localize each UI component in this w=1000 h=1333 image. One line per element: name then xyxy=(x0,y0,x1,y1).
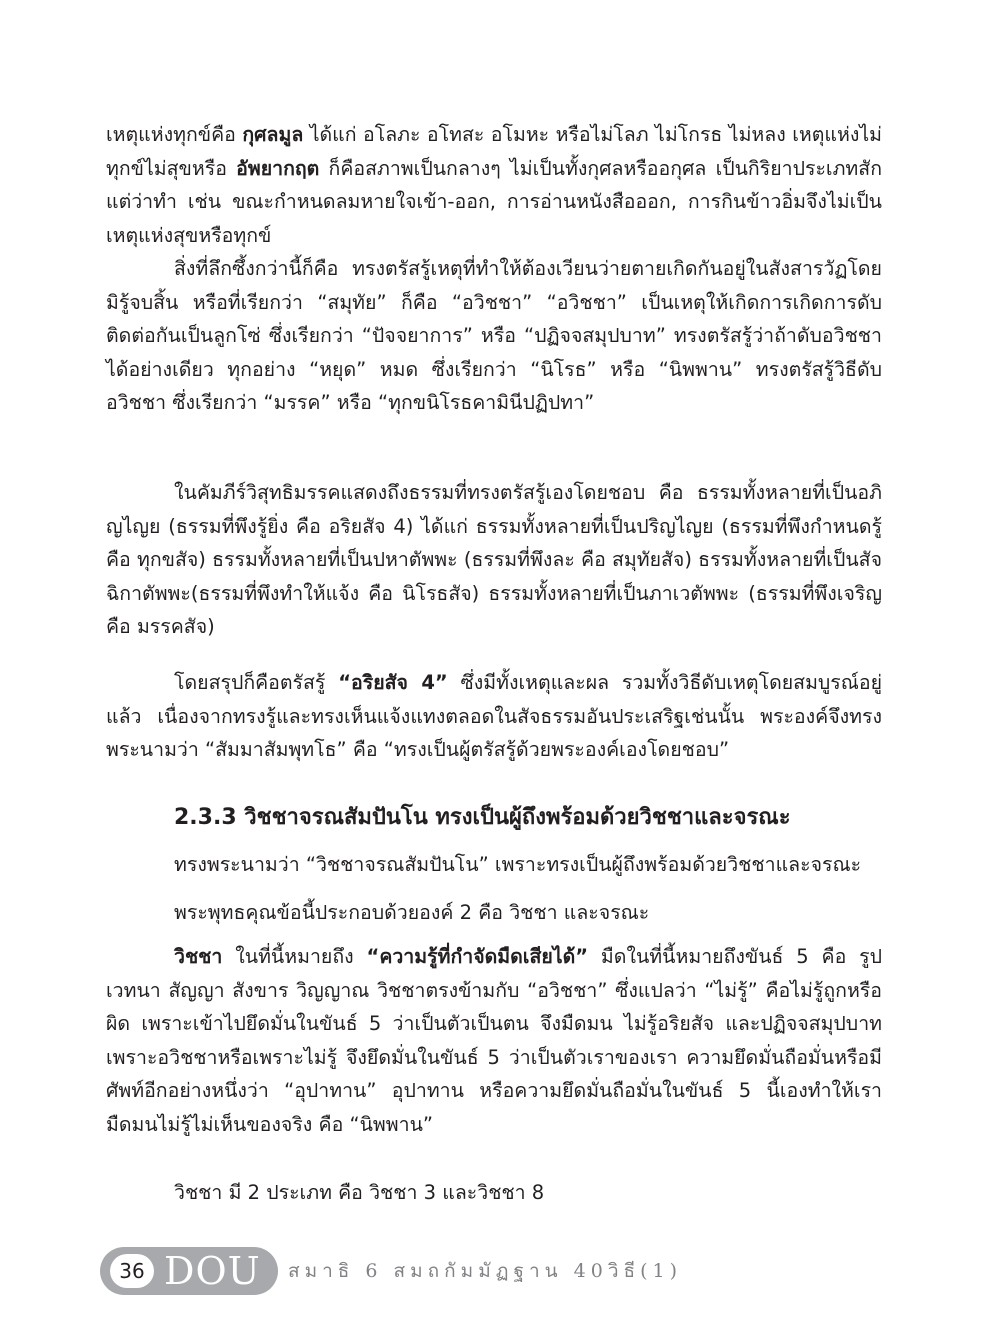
paragraph-samudaya: สิ่งที่ลึกซึ้งกว่านี้ก็คือ ทรงตรัสรู้เหตุที่ทำให้ต้องเวียนว่ายตายเกิดกันอยู่ในสังสารวัฏโดยมิรู้จบสิ้น หรือที่เรียกว่า “สมุทัย” ก็คือ “อวิชชา” “อวิชชา” เป็นเหตุให้เกิดการเกิดการดับติดต่อกันเป็นลูกโซ่ ซึ่งเรียกว่า “ปัจจยาการ” หรือ “ปฏิจจสมุปบาท” ทรงตรัสรู้ว่าถ้าดับอวิชชาได้อย่างเดียว ทุกอย่าง “หยุด” หมด ซึ่งเรียกว่า “นิโรธ” หรือ “นิพพาน” ทรงตรัสรู้วิธีดับอวิชชา ซึ่งเรียกว่า “มรรค” หรือ “ทุกขนิโรธคามินีปฏิปทา” xyxy=(106,257,882,414)
paragraph-vijja-definition xyxy=(106,940,882,1141)
paragraph-vijja-types: วิชชา มี 2 ประเภท คือ วิชชา 3 และวิชชา 8 xyxy=(174,1181,545,1204)
text-run: ก็คือสภาพเป็นกลางๆ ไม่เป็นทั้งกุศลหรืออกุศล เป็นกิริยาประเภทสักแต่ว่าทำ เช่น ขณะกำหนดลมหายใจเข้า-ออก, การอ่านหนังสือออก, การกินข้าวอิ่มจึงไม่เป็นเหตุแห่งสุขหรือทุกข์ xyxy=(106,156,882,247)
paragraph-ariyasacca xyxy=(106,666,882,767)
page-footer xyxy=(100,1247,900,1295)
bold-term-ariyasacca: “อริยสัจ 4” xyxy=(338,671,448,694)
bold-term-kusalamula: กุศลมูล xyxy=(242,123,304,146)
text-run: ในที่นี้หมายถึง xyxy=(222,945,367,968)
section-heading: 2.3.3 วิชชาจรณสัมปันโน ทรงเป็นผู้ถึงพร้อมด้วยวิชชาและจรณะ xyxy=(174,805,791,830)
paragraph-title-meaning: ทรงพระนามว่า “วิชชาจรณสัมปันโน” เพราะทรงเป็นผู้ถึงพร้อมด้วยวิชชาและจรณะ xyxy=(174,853,862,876)
text-run: มืดในที่นี้หมายถึงขันธ์ 5 คือ รูป เวทนา สัญญา สังขาร วิญญาณ วิชชาตรงข้ามกับ “อวิชชา” ซึ่งแปลว่า “ไม่รู้” คือไม่รู้ถูกหรือผิด เพราะเข้าไปยึดมั่นในขันธ์ 5 ว่าเป็นตัวเป็นตน จึงมืดมน ไม่รู้อริยสัจ และปฏิจจสมุปบาท เพราะอวิชชาหรือเพราะไม่รู้ จึงยึดมั่นในขันธ์ 5 ว่าเป็นตัวเราของเรา ความยึดมั่นถือมั่นหรือมีศัพท์อีกอย่างหนึ่งว่า “อุปาทาน” อุปาทาน หรือความยึดมั่นถือมั่นในขันธ์ 5 นี้เองทำให้เรามืดมนไม่รู้ไม่เห็นของจริง คือ “นิพพาน” xyxy=(106,945,882,1136)
text-run: ซึ่งมีทั้งเหตุและผล รวมทั้งวิธีดับเหตุโดยสมบูรณ์อยู่แล้ว เนื่องจากทรงรู้และทรงเห็นแจ้งแทงตลอดในสัจธรรมอันประเสริฐเช่นนั้น พระองค์จึงทรงพระนามว่า “สัมมาสัมพุทโธ” คือ “ทรงเป็นผู้ตรัสรู้ด้วยพระองค์เองโดยชอบ” xyxy=(106,671,882,761)
brand-logo: DOU xyxy=(164,1249,261,1293)
text-run: เหตุแห่งทุกข์คือ xyxy=(106,123,243,146)
bold-term-vijja: วิชชา xyxy=(174,945,223,968)
text-run: ได้แก่ อโลภะ อโทสะ อโมหะ หรือไม่โลภ ไม่โกรธ ไม่หลง เหตุแห่งไม่ทุกข์ไม่สุขหรือ xyxy=(106,123,882,180)
paragraph-components: พระพุทธคุณข้อนี้ประกอบด้วยองค์ 2 คือ วิชชา และจรณะ xyxy=(174,901,650,924)
paragraph-kusalamula xyxy=(106,118,882,252)
paragraph-visuddhimagga: ในคัมภีร์วิสุทธิมรรคแสดงถึงธรรมที่ทรงตรัสรู้เองโดยชอบ คือ ธรรมทั้งหลายที่เป็นอภิญไญย (ธรรมที่พึงรู้ยิ่ง คือ อริยสัจ 4) ได้แก่ ธรรมทั้งหลายที่เป็นปริญไญย (ธรรมที่พึงกำหนดรู้ คือ ทุกขสัจ) ธรรมทั้งหลายที่เป็นปหาตัพพะ (ธรรมที่พึงละ คือ สมุทัยสัจ) ธรรมทั้งหลายที่เป็นสัจฉิกาตัพพะ(ธรรมที่พึงทำให้แจ้ง คือ นิโรธสัจ) ธรรมทั้งหลายที่เป็นภาเวตัพพะ (ธรรมที่พึงเจริญ คือ มรรคสัจ) xyxy=(106,481,882,638)
bold-term-knowledge: “ความรู้ที่กำจัดมืดเสียได้” xyxy=(366,945,589,968)
footer-badge xyxy=(100,1247,278,1295)
bold-term-abyakata: อัพยากฤต xyxy=(236,156,320,180)
text-run: โดยสรุปก็คือตรัสรู้ xyxy=(174,671,339,694)
book-title: สมาธิ 6 สมถกัมมัฏฐาน 40วิธี(1) xyxy=(288,1260,683,1282)
page-number: 36 xyxy=(110,1254,154,1288)
